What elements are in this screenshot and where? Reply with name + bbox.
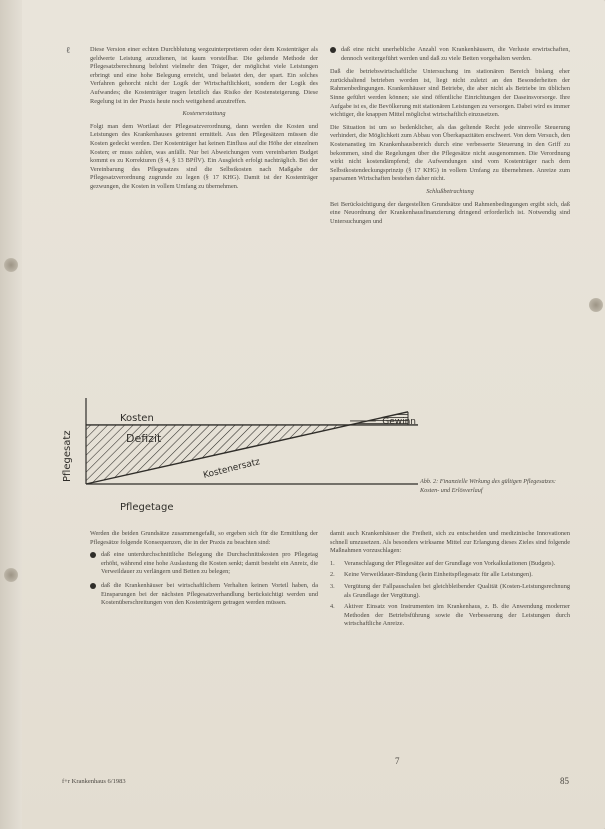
paragraph: Bei Berücksichtigung der dargestellten Grundsätze und Rahmenbedingungen ergibt sich, daß eine Neuordnung der Krankenhausfinanzierung dringend erforderlich ist. Notwendig sind Untersuchungen und: [330, 200, 570, 225]
punch-hole-right: [589, 298, 603, 312]
numbered-item: 2. Keine Verweildauer-Bindung (kein Einheitspflegesatz für alle Leistungen).: [330, 571, 533, 579]
numbered-item: 1. Veranschlagung der Pflegesätze auf der Grundlage von Vorkalkulationen (Budgets).: [330, 559, 556, 567]
label-gewinn: Gewinn: [382, 416, 417, 427]
label-pflegesatz: Pflegesatz: [62, 430, 73, 482]
left-column-top: [90, 46, 318, 196]
left-column-bottom: [90, 530, 318, 613]
right-column-top: [330, 46, 570, 230]
numbered-item: 3. Vergütung der Fallpauschalen bei gleichbleibender Qualität (Kosten-Leistungsrechnung als Grundlage der Vergütung).: [330, 582, 570, 599]
subheading: Schlußbetrachtung: [426, 187, 474, 195]
punch-hole-bottom: [4, 568, 18, 582]
label-kosten: Kosten: [120, 412, 154, 424]
right-column-bottom: [330, 530, 570, 632]
journal-footer: f+r Krankenhaus 6/1983: [62, 778, 126, 785]
chart-svg: [58, 398, 578, 528]
paragraph: Folgt man dem Wortlaut der Pflegesatzverordnung, dann werden die Kosten und Leistungen des Krankenhauses getrennt ermittelt. Aus den Pflegesätzen müssen die Kosten gedeckt werden. Der Kostenträger hat keinen Einfluss auf die Höhe der einzelnen Kosten; er muss zahlen, was anfällt. Nur bei Abweichungen vom vereinbarten Budget kommt es zu Korrekturen (§ 4, § 13 BPflV). Ein Ausgleich erfolgt nachträglich. Bei der Vereinbarung des Pflegesatzes sind die Selbstkosten nach Maßgabe der Pflegesatzverordnung zugrunde zu legen (§ 17 KHG). Damit ist der Kostenträger gezwungen, die Kosten in vollem Umfang zu übernehmen.: [90, 122, 318, 190]
label-kostenersatz: Kostenersatz: [202, 457, 262, 481]
punch-hole-top: [4, 258, 18, 272]
chart-container: [58, 398, 578, 528]
figure-caption: Abb. 2: Finanzielle Wirkung des gültigen Pflegesatzes: Kosten- und Erlösverlauf: [420, 478, 556, 494]
label-defizit: Defizit: [126, 431, 162, 445]
numbered-item: 4. Aktiver Einsatz von Instrumenten im Krankenhaus, z. B. die Anwendung moderner Methoden der Betriebsführung sowie die Verbesserung der Leistungen durch wirtschaftliche Anreize.: [330, 603, 570, 628]
paragraph: Daß die betriebswirtschaftliche Untersuchung im stationären Bereich bislang eher zurückhaltend betrieben worden ist, liegt nicht zuletzt an den Besonderheiten der Rahmenbedingungen. Krankenhäuser sind Betriebe, die aber nicht als Betriebe im üblichen Sinne geführt werden können; sie sind öffentliche Einrichtungen der Daseinsvorsorge. Ihre Aufgabe ist es, die Bevölkerung mit stationären Leistungen zu versorgen. Dabei wird es immer wichtiger, die knappen Mittel möglichst wirtschaftlich einzusetzen.: [330, 68, 570, 119]
bullet-item: daß eine unterdurchschnittliche Belegung die Durchschnittskosten pro Pflegetag erhöht, während eine hohe Auslastung die Kosten senkt; damit besteht ein Anreiz, die Verweildauer zu verlängern und Betten zu belegen;: [90, 551, 318, 577]
pen-mark: ℓ: [66, 45, 71, 55]
label-pflegetage: Pflegetage: [120, 502, 174, 513]
bullet-item: daß eine nicht unerhebliche Anzahl von Krankenhäusern, die Verluste erwirtschaften, dennoch weitergeführt werden und daß zu viele Betten vorgehalten werden.: [330, 46, 570, 63]
page-mark: 7: [395, 756, 400, 766]
subheading: Kostenerstattung: [182, 110, 226, 118]
paragraph: Werden die beiden Grundsätze zusammengefaßt, so ergeben sich für die Ermittlung der Pflegesätze folgende Konsequenzen, die in der Praxis zu beachten sind:: [90, 530, 318, 546]
paragraph: Die Situation ist um so bedenklicher, als das geltende Recht jede sinnvolle Steuerung verhindert, die Möglichkeit zum Abbau von Überkapazitäten erschwert. Von dem Versuch, den Kostenanstieg im Krankenhausbereich durch eine verbesserte Steuerung in den Griff zu bekommen, sind die Regelungen über die Pflegesätze nicht ausgenommen. Die Verordnung wirkt nicht kostendämpfend; die Aufwendungen sind vom Kostenträger nach dem Selbstkostendeckungsprinzip (§ 17 KHG) in vollem Umfang zu übernehmen. Anreize zum sparsamen Wirtschaften bestehen daher nicht.: [330, 123, 570, 183]
page-number: 85: [560, 776, 569, 786]
paragraph: damit auch Krankenhäuser die Freiheit, sich zu entscheiden und medizinische Innovationen schnell umzusetzen. Als besonders wirksame Mittel zur Erlangung dieses Zieles sind folgende Maßnahmen vorzuschlagen:: [330, 530, 570, 555]
page-edge-shadow: [0, 0, 22, 829]
bullet-item: daß die Krankenhäuser bei wirtschaftlichem Verhalten keinen Vorteil haben, da Einsparungen bei der nächsten Pflegesatzverhandlung berücksichtigt werden und Kostenüberschreitungen von den Kostenträgern getragen werden müssen.: [90, 582, 318, 608]
paragraph: Diese Version einer echten Durchblutung wegzuinterpretieren oder dem Kostenträger als geldwerte Leistung anzudienen, ist kaum vorstellbar. Die geltende Methode der Pflegesatzberechnung belohnt vielmehr den Träger, der möglichst viele Leistungen erbringt und eine hohe Belegung erreicht, und belastet den, der spart. Ein solches Verfahren gehorcht nicht der Logik der Wirtschaftlichkeit, sondern der Logik des Aufwandes; die Kostenträger tragen letztlich das Risiko der Kostensteigerung. Diese Regelung ist in der Praxis heute noch weitgehend anzutreffen.: [90, 46, 318, 105]
